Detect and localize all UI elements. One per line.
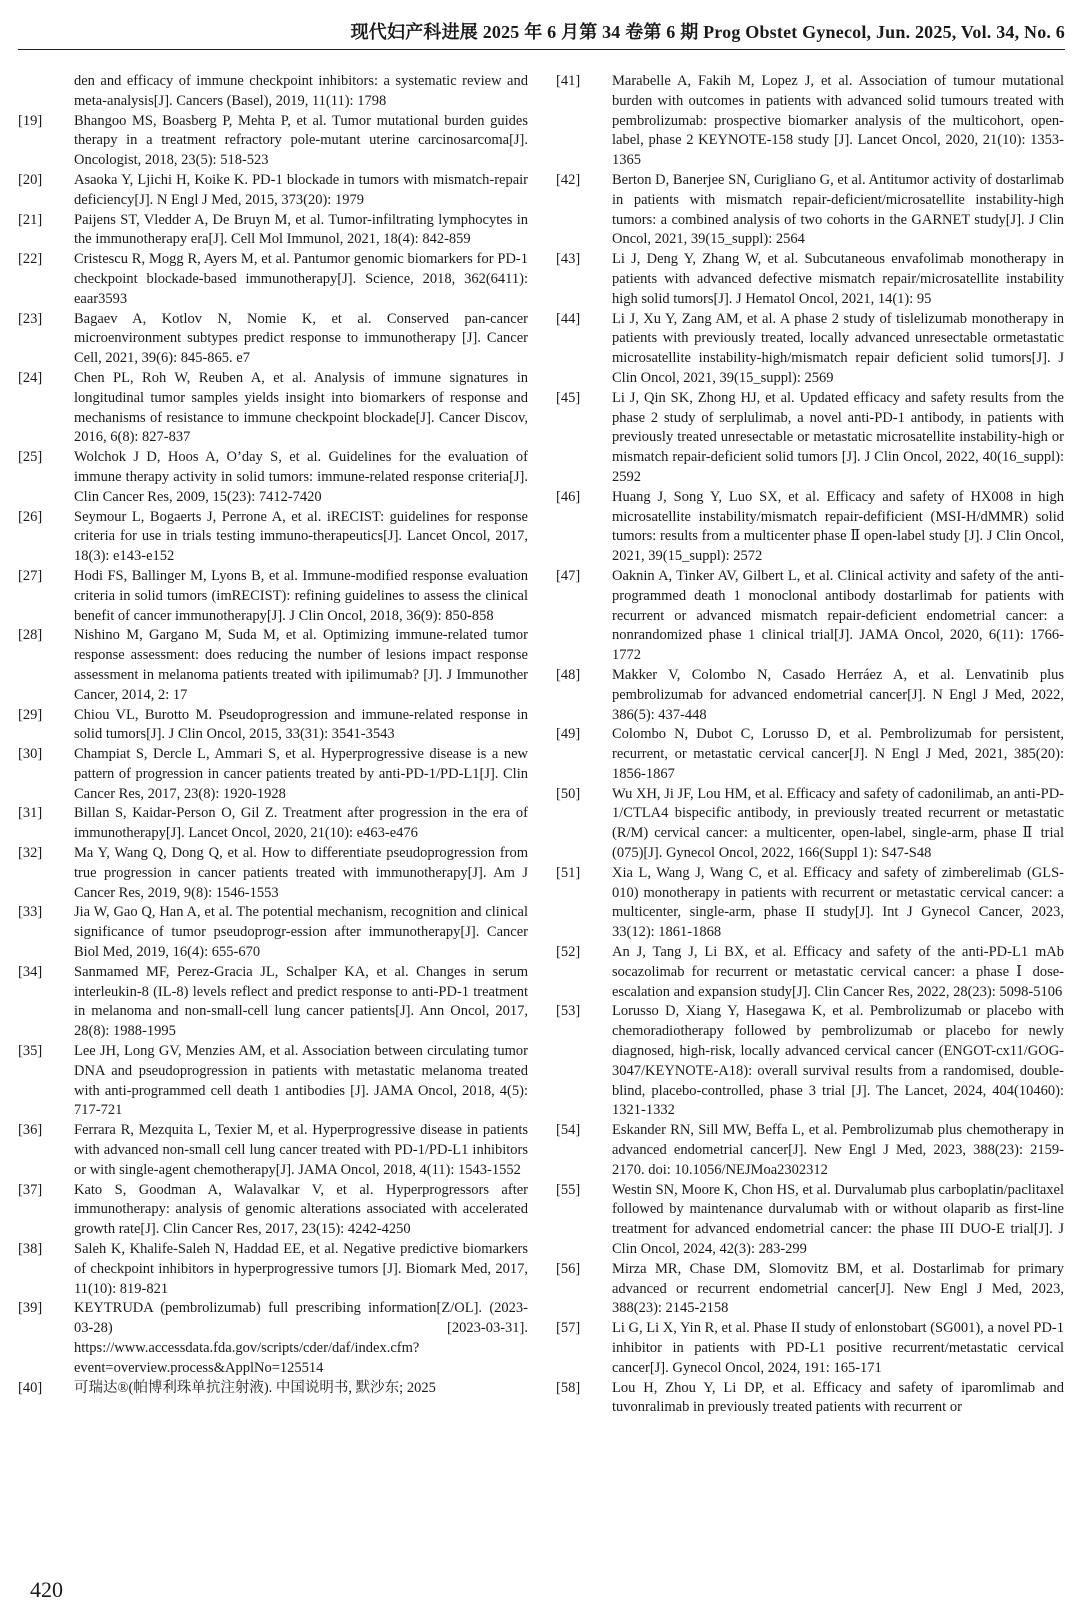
reference-text: Westin SN, Moore K, Chon HS, et al. Durvalumab plus carboplatin/paclitaxel followed by maintenance durvalumab with or without olaparib as first-line treatment for advanced endometrial cancer: the phase III DUO-E trial[J]. J Clin Oncol, 2024, 42(3): 283-299 (612, 1181, 1064, 1258)
reference-text: An J, Tang J, Li BX, et al. Efficacy and safety of the anti-PD-L1 mAb socazolimab for recurrent or metastatic cervical cancer: a phase Ⅰ dose-escalation and expansion study[J]. Clin Cancer Res, 2022, 28(23): 5098-5106 (612, 944, 1064, 1000)
reference-number: [39] (18, 1300, 43, 1317)
reference-entry (18, 211, 528, 251)
reference-list-right (556, 72, 1064, 1418)
reference-text: Lee JH, Long GV, Menzies AM, et al. Association between circulating tumor DNA and pseudoprogression in patients with metastatic melanoma treated with anti-programmed cell death 1 antibodies [J]. JAMA Oncol, 2018, 4(5): 717-721 (74, 1043, 528, 1119)
reference-text: Wu XH, Ji JF, Lou HM, et al. Efficacy and safety of cadonilimab, an anti-PD-1/CTLA4 bispecific antibody, in previously treated recurrent or metastatic (R/M) cervical cancer: a multicenter, open-label, single-arm, phase Ⅱ trial (075)[J]. Gynecol Oncol, 2022, 166(Suppl 1): S47-S48 (612, 785, 1064, 862)
reference-number: [47] (556, 567, 581, 584)
reference-entry (18, 1181, 528, 1240)
reference-text: Li J, Xu Y, Zang AM, et al. A phase 2 study of tislelizumab monotherapy in patients with previously treated, locally advanced unresectable ormetastatic microsatellite instability-high/mismatch repair deficient solid tumors[J]. J Clin Oncol, 2021, 39(15_suppl): 2569 (612, 310, 1064, 386)
reference-number: [28] (18, 627, 43, 644)
reference-text: Li J, Deng Y, Zhang W, et al. Subcutaneous envafolimab monotherapy in patients with advanced defective mismatch repair/microsatellite instability high solid tumors[J]. J Hematol Oncol, 2021, 14(1): 95 (612, 251, 1064, 307)
reference-text: Sanmamed MF, Perez-Gracia JL, Schalper KA, et al. Changes in serum interleukin-8 (IL-8) levels reflect and predict response to anti-PD-1 treatment in melanoma and non-small-cell lung cancer patients[J]. Ann Oncol, 2017, 28(8): 1988-1995 (74, 963, 528, 1040)
reference-entry (556, 1002, 1064, 1121)
reference-text: Saleh K, Khalife-Saleh N, Haddad EE, et al. Negative predictive biomarkers of checkpoint inhibitors in hyperprogressive tumors [J]. Biomark Med, 2017, 11(10): 819-821 (74, 1241, 528, 1297)
reference-number: [41] (556, 73, 581, 89)
reference-number: [54] (556, 1122, 581, 1139)
reference-number: [55] (556, 1181, 581, 1198)
reference-entry (18, 567, 528, 626)
reference-entry (18, 963, 528, 1042)
reference-entry (556, 1379, 1064, 1419)
reference-number: [33] (18, 904, 43, 921)
reference-number: [43] (556, 251, 581, 268)
reference-entry (556, 785, 1064, 864)
reference-entry (18, 1121, 528, 1180)
reference-text: Colombo N, Dubot C, Lorusso D, et al. Pembrolizumab for persistent, recurrent, or metastatic cervical cancer[J]. N Engl J Med, 2021, 385(20): 1856-1867 (612, 726, 1064, 782)
reference-list-left (18, 72, 528, 1398)
reference-text: 可瑞达®(帕博利珠单抗注射液). 中国说明书, 默沙东; 2025 (74, 1379, 436, 1396)
reference-entry (556, 310, 1064, 389)
reference-text: Champiat S, Dercle L, Ammari S, et al. Hyperprogressive disease is a new pattern of progression in cancer patients treated by anti-PD-1/PD-L1[J]. Clin Cancer Res, 2017, 23(8): 1920-1928 (74, 746, 528, 802)
reference-number: [30] (18, 746, 43, 763)
reference-entry (18, 448, 528, 507)
reference-entry (18, 250, 528, 309)
reference-number: [22] (18, 251, 43, 268)
reference-number: [35] (18, 1043, 43, 1060)
reference-entry (556, 943, 1064, 1002)
reference-number: [25] (18, 449, 43, 466)
reference-entry (556, 250, 1064, 309)
reference-entry (18, 844, 528, 903)
reference-number: [50] (556, 785, 581, 802)
reference-entry (556, 1181, 1064, 1260)
reference-number: [19] (18, 112, 43, 129)
reference-number: [40] (18, 1379, 43, 1396)
reference-number: [42] (556, 171, 581, 188)
reference-text: Cristescu R, Mogg R, Ayers M, et al. Pantumor genomic biomarkers for PD-1 checkpoint blockade-based immunotherapy[J]. Science, 2018, 362(6411): eaar3593 (74, 251, 528, 307)
reference-number: [57] (556, 1320, 581, 1337)
reference-text: Li G, Li X, Yin R, et al. Phase II study of enlonstobart (SG001), a novel PD-1 inhibitor in patients with PD-L1 positive recurrent/metastatic cervical cancer[J]. Gynecol Oncol, 2024, 191: 165-171 (612, 1320, 1064, 1376)
reference-entry (556, 1121, 1064, 1180)
reference-number: [29] (18, 706, 43, 723)
reference-text: Lou H, Zhou Y, Li DP, et al. Efficacy and safety of iparomlimab and tuvonralimab in previously treated patients with recurrent or (612, 1379, 1064, 1416)
reference-number: [38] (18, 1241, 43, 1258)
reference-entry (556, 666, 1064, 725)
reference-text: Marabelle A, Fakih M, Lopez J, et al. Association of tumour mutational burden with outcomes in patients with advanced solid tumours treated with pembrolizumab: prospective biomarker analysis of the multicohort, open-label, phase 2 KEYNOTE-158 study [J]. Lancet Oncol, 2020, 21(10): 1353-1365 (612, 73, 1064, 169)
reference-number: [49] (556, 726, 581, 743)
reference-text: Jia W, Gao Q, Han A, et al. The potential mechanism, recognition and clinical significance of tumor pseudoprogr-ession after immunotherapy[J]. Cancer Biol Med, 2019, 16(4): 655-670 (74, 904, 528, 961)
reference-entry (18, 369, 528, 448)
reference-entry (18, 1042, 528, 1121)
reference-text: Billan S, Kaidar-Person O, Gil Z. Treatment after progression in the era of immunotherapy[J]. Lancet Oncol, 2020, 21(10): e463-e476 (74, 805, 528, 842)
reference-text: Lorusso D, Xiang Y, Hasegawa K, et al. Pembrolizumab or placebo with chemoradiotherapy followed by pembrolizumab or placebo for newly diagnosed, high-risk, locally advanced cervical cancer (ENGOT-cx11/GOG-3047/KEYNOTE-A18): overall survival results from a randomised, double-blind, placebo-controlled, phase 3 trial [J]. The Lancet, 2024, 404(10460): 1321-1332 (612, 1003, 1064, 1119)
reference-number: [52] (556, 944, 581, 961)
reference-text: Mirza MR, Chase DM, Slomovitz BM, et al. Dostarlimab for primary advanced or recurrent endometrial cancer[J]. New Engl J Med, 2023, 388(23): 2145-2158 (612, 1260, 1064, 1317)
reference-number: [21] (18, 211, 43, 228)
running-header: 现代妇产科进展 2025 年 6 月第 34 卷第 6 期 Prog Obstet Gynecol, Jun. 2025, Vol. 34, No. 6 (350, 22, 1065, 42)
reference-number: [46] (556, 488, 581, 505)
reference-text: Chen PL, Roh W, Reuben A, et al. Analysis of immune signatures in longitudinal tumor samples yields insight into biomarkers of response and mechanisms of resistance to immune checkpoint blockade[J]. Cancer Discov, 2016, 6(8): 827-837 (74, 369, 528, 446)
reference-text: Chiou VL, Burotto M. Pseudoprogression and immune-related response in solid tumors[J]. J Clin Oncol, 2015, 33(31): 3541-3543 (74, 706, 528, 743)
reference-entry (18, 1379, 528, 1399)
reference-text: Ma Y, Wang Q, Dong Q, et al. How to differentiate pseudoprogression from true progression in cancer patients treated with immunotherapy[J]. Am J Cancer Res, 2019, 9(8): 1546-1553 (74, 845, 528, 901)
reference-number: [36] (18, 1122, 43, 1139)
reference-entry (556, 488, 1064, 567)
reference-number: [56] (556, 1260, 581, 1277)
reference-text: KEYTRUDA (pembrolizumab) full prescribing information[Z/OL]. (2023-03-28) [2023-03-31]. https://www.accessdata.fda.gov/scripts/cder/daf/index.cfm? event=overview.process&ApplNo=125514 (74, 1300, 528, 1376)
reference-text: Li J, Qin SK, Zhong HJ, et al. Updated efficacy and safety results from the phase 2 study of serplulimab, a novel anti-PD-1 antibody, in patients with previously treated unresectable or metastatic microsatellite instability-high or mismatch repair-deficient solid tumors [J]. J Clin Oncol, 2022, 40(16_suppl): 2592 (612, 389, 1064, 485)
reference-number: [31] (18, 805, 43, 822)
reference-text: Makker V, Colombo N, Casado Herráez A, et al. Lenvatinib plus pembrolizumab for advanced endometrial cancer[J]. N Engl J Med, 2022, 386(5): 437-448 (612, 666, 1064, 723)
reference-number: [34] (18, 963, 43, 980)
reference-entry (18, 171, 528, 211)
reference-entry (556, 389, 1064, 488)
reference-number: [23] (18, 310, 43, 327)
reference-entry (556, 567, 1064, 666)
reference-number: [44] (556, 310, 581, 327)
reference-entry (18, 1240, 528, 1299)
reference-number: [48] (556, 666, 581, 683)
reference-entry (18, 508, 528, 567)
reference-number: [53] (556, 1003, 581, 1020)
reference-number: [51] (556, 864, 581, 881)
reference-entry (18, 745, 528, 804)
reference-number: [58] (556, 1379, 581, 1396)
reference-text: Berton D, Banerjee SN, Curigliano G, et al. Antitumor activity of dostarlimab in patients with mismatch repair-deficient/microsatellite instability-high tumors: a combined analysis of two cohorts in the GARNET study[J]. J Clin Oncol, 2021, 39(15_suppl): 2564 (612, 171, 1064, 248)
reference-entry (556, 72, 1064, 171)
reference-entry (556, 1319, 1064, 1378)
reference-text: den and efficacy of immune checkpoint inhibitors: a systematic review and meta-analysis[J]. Cancers (Basel), 2019, 11(11): 1798 (74, 73, 528, 109)
reference-entry (556, 1260, 1064, 1319)
reference-number: [24] (18, 369, 43, 386)
page-number: 420 (30, 1577, 63, 1602)
reference-number: [20] (18, 171, 43, 188)
reference-number: [37] (18, 1181, 43, 1198)
reference-entry (556, 725, 1064, 784)
reference-text: Kato S, Goodman A, Walavalkar V, et al. Hyperprogressors after immunotherapy: analysis of genomic alterations associated with accelerated growth rate[J]. Clin Cancer Res, 2017, 23(15): 4242-4250 (74, 1181, 528, 1238)
reference-entry (18, 310, 528, 369)
reference-text: Hodi FS, Ballinger M, Lyons B, et al. Immune-modified response evaluation criteria in solid tumors (imRECIST): refining guidelines to assess the clinical benefit of cancer immunotherapy[J]. J Clin Oncol, 2018, 36(9): 850-858 (74, 567, 528, 624)
reference-text: Huang J, Song Y, Luo SX, et al. Efficacy and safety of HX008 in high microsatellite instability/mismatch repair-defificient (MSI-H/dMMR) solid tumors: results from a multicenter phase Ⅱ open-label study [J]. J Clin Oncol, 2021, 39(15_suppl): 2572 (612, 488, 1064, 565)
reference-text: Paijens ST, Vledder A, De Bruyn M, et al. Tumor-infiltrating lymphocytes in the immunotherapy era[J]. Cell Mol Immunol, 2021, 18(4): 842-859 (74, 211, 528, 248)
reference-entry (556, 864, 1064, 943)
reference-text: Oaknin A, Tinker AV, Gilbert L, et al. Clinical activity and safety of the anti-programmed death 1 monoclonal antibody dostarlimab for patients with recurrent or advanced mismatch repair-deficient endometrial cancer: a nonrandomized phase 1 clinical trial[J]. JAMA Oncol, 2020, 6(11): 1766-1772 (612, 567, 1064, 664)
reference-entry (556, 171, 1064, 250)
reference-number: [27] (18, 567, 43, 584)
reference-entry (18, 804, 528, 844)
reference-entry (18, 72, 528, 112)
reference-text: Ferrara R, Mezquita L, Texier M, et al. Hyperprogressive disease in patients with advanced non-small cell lung cancer treated with PD-1/PD-L1 inhibitors or with single-agent chemotherapy[J]. JAMA Oncol, 2018, 4(11): 1543-1552 (74, 1122, 528, 1178)
reference-text: Seymour L, Bogaerts J, Perrone A, et al. iRECIST: guidelines for response criteria for use in trials testing immuno-therapeutics[J]. Lancet Oncol, 2017, 18(3): e143-e152 (74, 508, 528, 565)
reference-number: [26] (18, 508, 43, 525)
reference-text: Bhangoo MS, Boasberg P, Mehta P, et al. Tumor mutational burden guides therapy in a treatment refractory pole-mutant uterine carcinosarcoma[J]. Oncologist, 2018, 23(5): 518-523 (74, 112, 528, 169)
reference-entry (18, 903, 528, 962)
reference-number: [45] (556, 389, 581, 406)
reference-text: Eskander RN, Sill MW, Beffa L, et al. Pembrolizumab plus chemotherapy in advanced endometrial cancer[J]. New Engl J Med, 2023, 388(23): 2159-2170. doi: 10.1056/NEJMoa2302312 (612, 1122, 1064, 1178)
reference-text: Nishino M, Gargano M, Suda M, et al. Optimizing immune-related tumor response assessment: does reducing the number of lesions impact response assessment in melanoma patients treated with ipilimumab? [J]. J Immunother Cancer, 2014, 2: 17 (74, 627, 528, 703)
reference-entry (18, 112, 528, 171)
reference-text: Asaoka Y, Ljichi H, Koike K. PD-1 blockade in tumors with mismatch-repair deficiency[J]. N Engl J Med, 2015, 373(20): 1979 (74, 171, 528, 208)
reference-text: Bagaev A, Kotlov N, Nomie K, et al. Conserved pan-cancer microenvironment subtypes predict response to immunotherapy [J]. Cancer Cell, 2021, 39(6): 845-865. e7 (74, 310, 528, 367)
reference-text: Xia L, Wang J, Wang C, et al. Efficacy and safety of zimberelimab (GLS-010) monotherapy in patients with recurrent or metastatic cervical cancer: a multicenter, single-arm, phase II study[J]. Int J Gynecol Cancer, 2023, 33(12): 1861-1868 (612, 864, 1064, 941)
header-rule (18, 49, 1065, 50)
reference-number: [32] (18, 845, 43, 862)
reference-entry (18, 706, 528, 746)
reference-entry (18, 1299, 528, 1378)
reference-text: Wolchok J D, Hoos A, O’day S, et al. Guidelines for the evaluation of immune therapy activity in solid tumors: immune-related response criteria[J]. Clin Cancer Res, 2009, 15(23): 7412-7420 (74, 449, 528, 505)
reference-entry (18, 626, 528, 705)
